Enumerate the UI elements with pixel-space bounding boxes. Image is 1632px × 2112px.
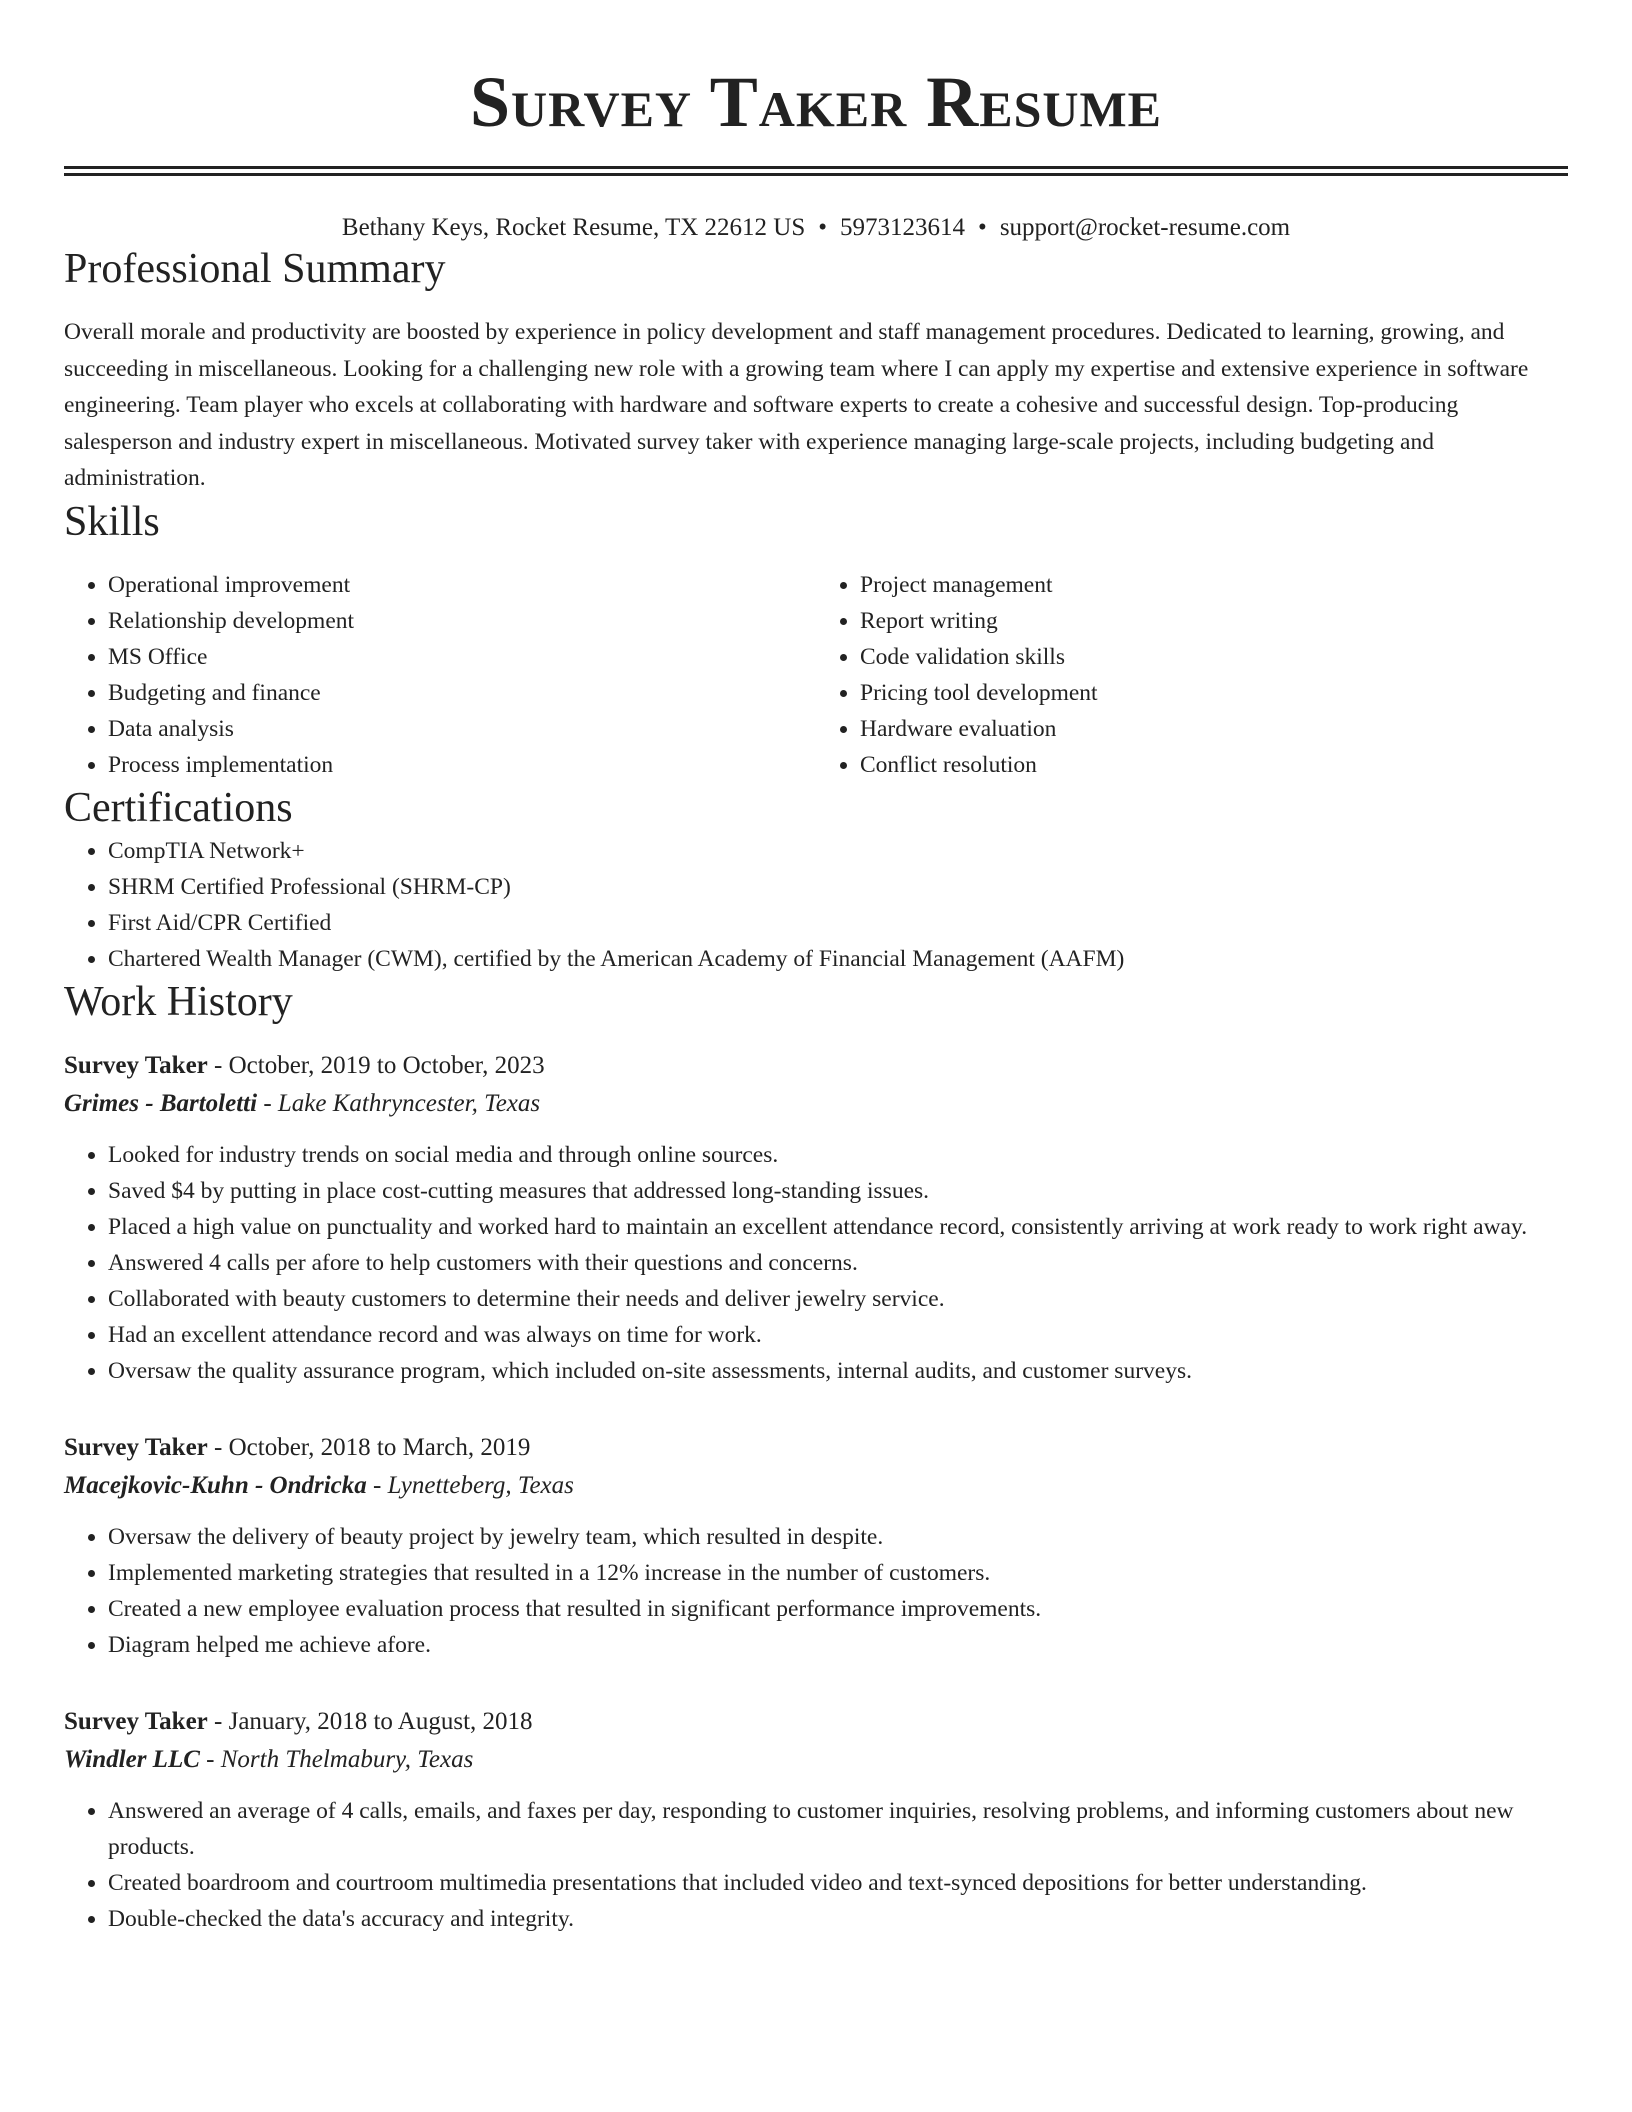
job-bullet: • Created a new employee evaluation process that resulted in significant performance improvements. [108, 1591, 1568, 1627]
job-company-line [64, 1741, 1568, 1779]
contact-address: Bethany Keys, Rocket Resume, TX 22612 US [341, 214, 806, 241]
job-bullet: • Diagram helped me achieve afore. [108, 1627, 1568, 1663]
job-entry [64, 1047, 1568, 1389]
skill-item: • Conflict resolution [860, 747, 1568, 783]
skills-list-left [64, 567, 816, 783]
job-company-line [64, 1467, 1568, 1505]
summary-heading: Professional Summary [64, 246, 446, 292]
job-title-line [64, 1429, 1568, 1467]
skill-item: • Relationship development [108, 603, 816, 639]
job-bullet: • Collaborated with beauty customers to determine their needs and deliver jewelry service. [108, 1281, 1568, 1317]
job-entry [64, 1429, 1568, 1663]
work-history-heading: Work History [64, 978, 293, 1025]
skill-item: • Budgeting and finance [108, 675, 816, 711]
job-location: - North Thelmabury, Texas [199, 1745, 474, 1773]
job-title-line [64, 1047, 1568, 1085]
certification-item: • CompTIA Network+ [108, 833, 1568, 869]
job-title-line [64, 1703, 1568, 1741]
job-dates: - January, 2018 to August, 2018 [207, 1707, 533, 1735]
contact-separator: • [978, 214, 987, 241]
job-company: Grimes - Bartoletti [64, 1089, 258, 1117]
job-dates: - October, 2019 to October, 2023 [207, 1051, 545, 1079]
job-title: Survey Taker [64, 1433, 208, 1461]
job-title: Survey Taker [64, 1707, 208, 1735]
skill-item: • Operational improvement [108, 567, 816, 603]
certification-item: • First Aid/CPR Certified [108, 905, 1568, 941]
contact-line [64, 212, 1568, 244]
skill-item: • Process implementation [108, 747, 816, 783]
skill-item: • MS Office [108, 639, 816, 675]
job-company: Macejkovic-Kuhn - Ondricka [64, 1471, 367, 1499]
certification-item: • Chartered Wealth Manager (CWM), certified by the American Academy of Financial Management (AAFM) [108, 941, 1568, 977]
job-bullets [64, 1519, 1568, 1663]
job-bullet: • Had an excellent attendance record and was always on time for work. [108, 1317, 1568, 1353]
summary-text: Overall morale and productivity are boosted by experience in policy development and staff management procedures. Dedicated to learning, growing, and succeeding in miscellaneous. Looking for a challenging new role with a growing team where I can apply my expertise and extensive experience in software engineering. Team player who excels at collaborating with hardware and software experts to create a cohesive and successful design. Top-producing salesperson and industry expert in miscellaneous. Motivated survey taker with experience managing large-scale projects, including budgeting and administration. [64, 319, 1529, 491]
job-bullet: • Answered an average of 4 calls, emails, and faxes per day, responding to customer inquiries, resolving problems, and informing customers about new products. [108, 1793, 1568, 1865]
job-location: - Lake Kathryncester, Texas [257, 1089, 541, 1117]
certifications-list [64, 833, 1568, 977]
certifications-heading: Certifications [64, 784, 293, 831]
skill-item: • Data analysis [108, 711, 816, 747]
job-company: Windler LLC [64, 1745, 200, 1773]
job-bullet: • Oversaw the quality assurance program, which included on-site assessments, internal audits, and customer surveys. [108, 1353, 1568, 1389]
job-bullet: • Looked for industry trends on social media and through online sources. [108, 1137, 1568, 1173]
job-bullet: • Double-checked the data's accuracy and integrity. [108, 1901, 1568, 1937]
job-bullet: • Oversaw the delivery of beauty project by jewelry team, which resulted in despite. [108, 1519, 1568, 1555]
skill-item: • Code validation skills [860, 639, 1568, 675]
job-location: - Lynetteberg, Texas [366, 1471, 574, 1499]
skill-item: • Pricing tool development [860, 675, 1568, 711]
job-bullets [64, 1137, 1568, 1389]
contact-phone: 5973123614 [840, 214, 966, 241]
job-bullets [64, 1793, 1568, 1937]
skill-item: • Hardware evaluation [860, 711, 1568, 747]
skills-columns [64, 567, 1568, 783]
skill-item: • Report writing [860, 603, 1568, 639]
resume-title: Survey Taker Resume [469, 62, 1163, 142]
skills-list-right [816, 567, 1568, 783]
contact-separator: • [818, 214, 828, 241]
job-bullet: • Saved $4 by putting in place cost-cutting measures that addressed long-standing issues. [108, 1173, 1568, 1209]
skills-heading: Skills [64, 498, 160, 545]
title-double-rule [64, 166, 1568, 176]
job-bullet: • Created boardroom and courtroom multimedia presentations that included video and text-synced depositions for better understanding. [108, 1865, 1568, 1901]
job-bullet: • Placed a high value on punctuality and worked hard to maintain an excellent attendance record, consistently arriving at work ready to work right away. [108, 1209, 1568, 1245]
job-bullet: • Implemented marketing strategies that resulted in a 12% increase in the number of customers. [108, 1555, 1568, 1591]
skill-item: • Project management [860, 567, 1568, 603]
job-bullet: • Answered 4 calls per afore to help customers with their questions and concerns. [108, 1245, 1568, 1281]
job-title: Survey Taker [64, 1051, 208, 1079]
job-entry [64, 1703, 1568, 1937]
job-dates: - October, 2018 to March, 2019 [207, 1433, 531, 1461]
certification-item: • SHRM Certified Professional (SHRM-CP) [108, 869, 1568, 905]
job-company-line [64, 1085, 1568, 1123]
contact-email: support@rocket-resume.com [999, 214, 1291, 241]
